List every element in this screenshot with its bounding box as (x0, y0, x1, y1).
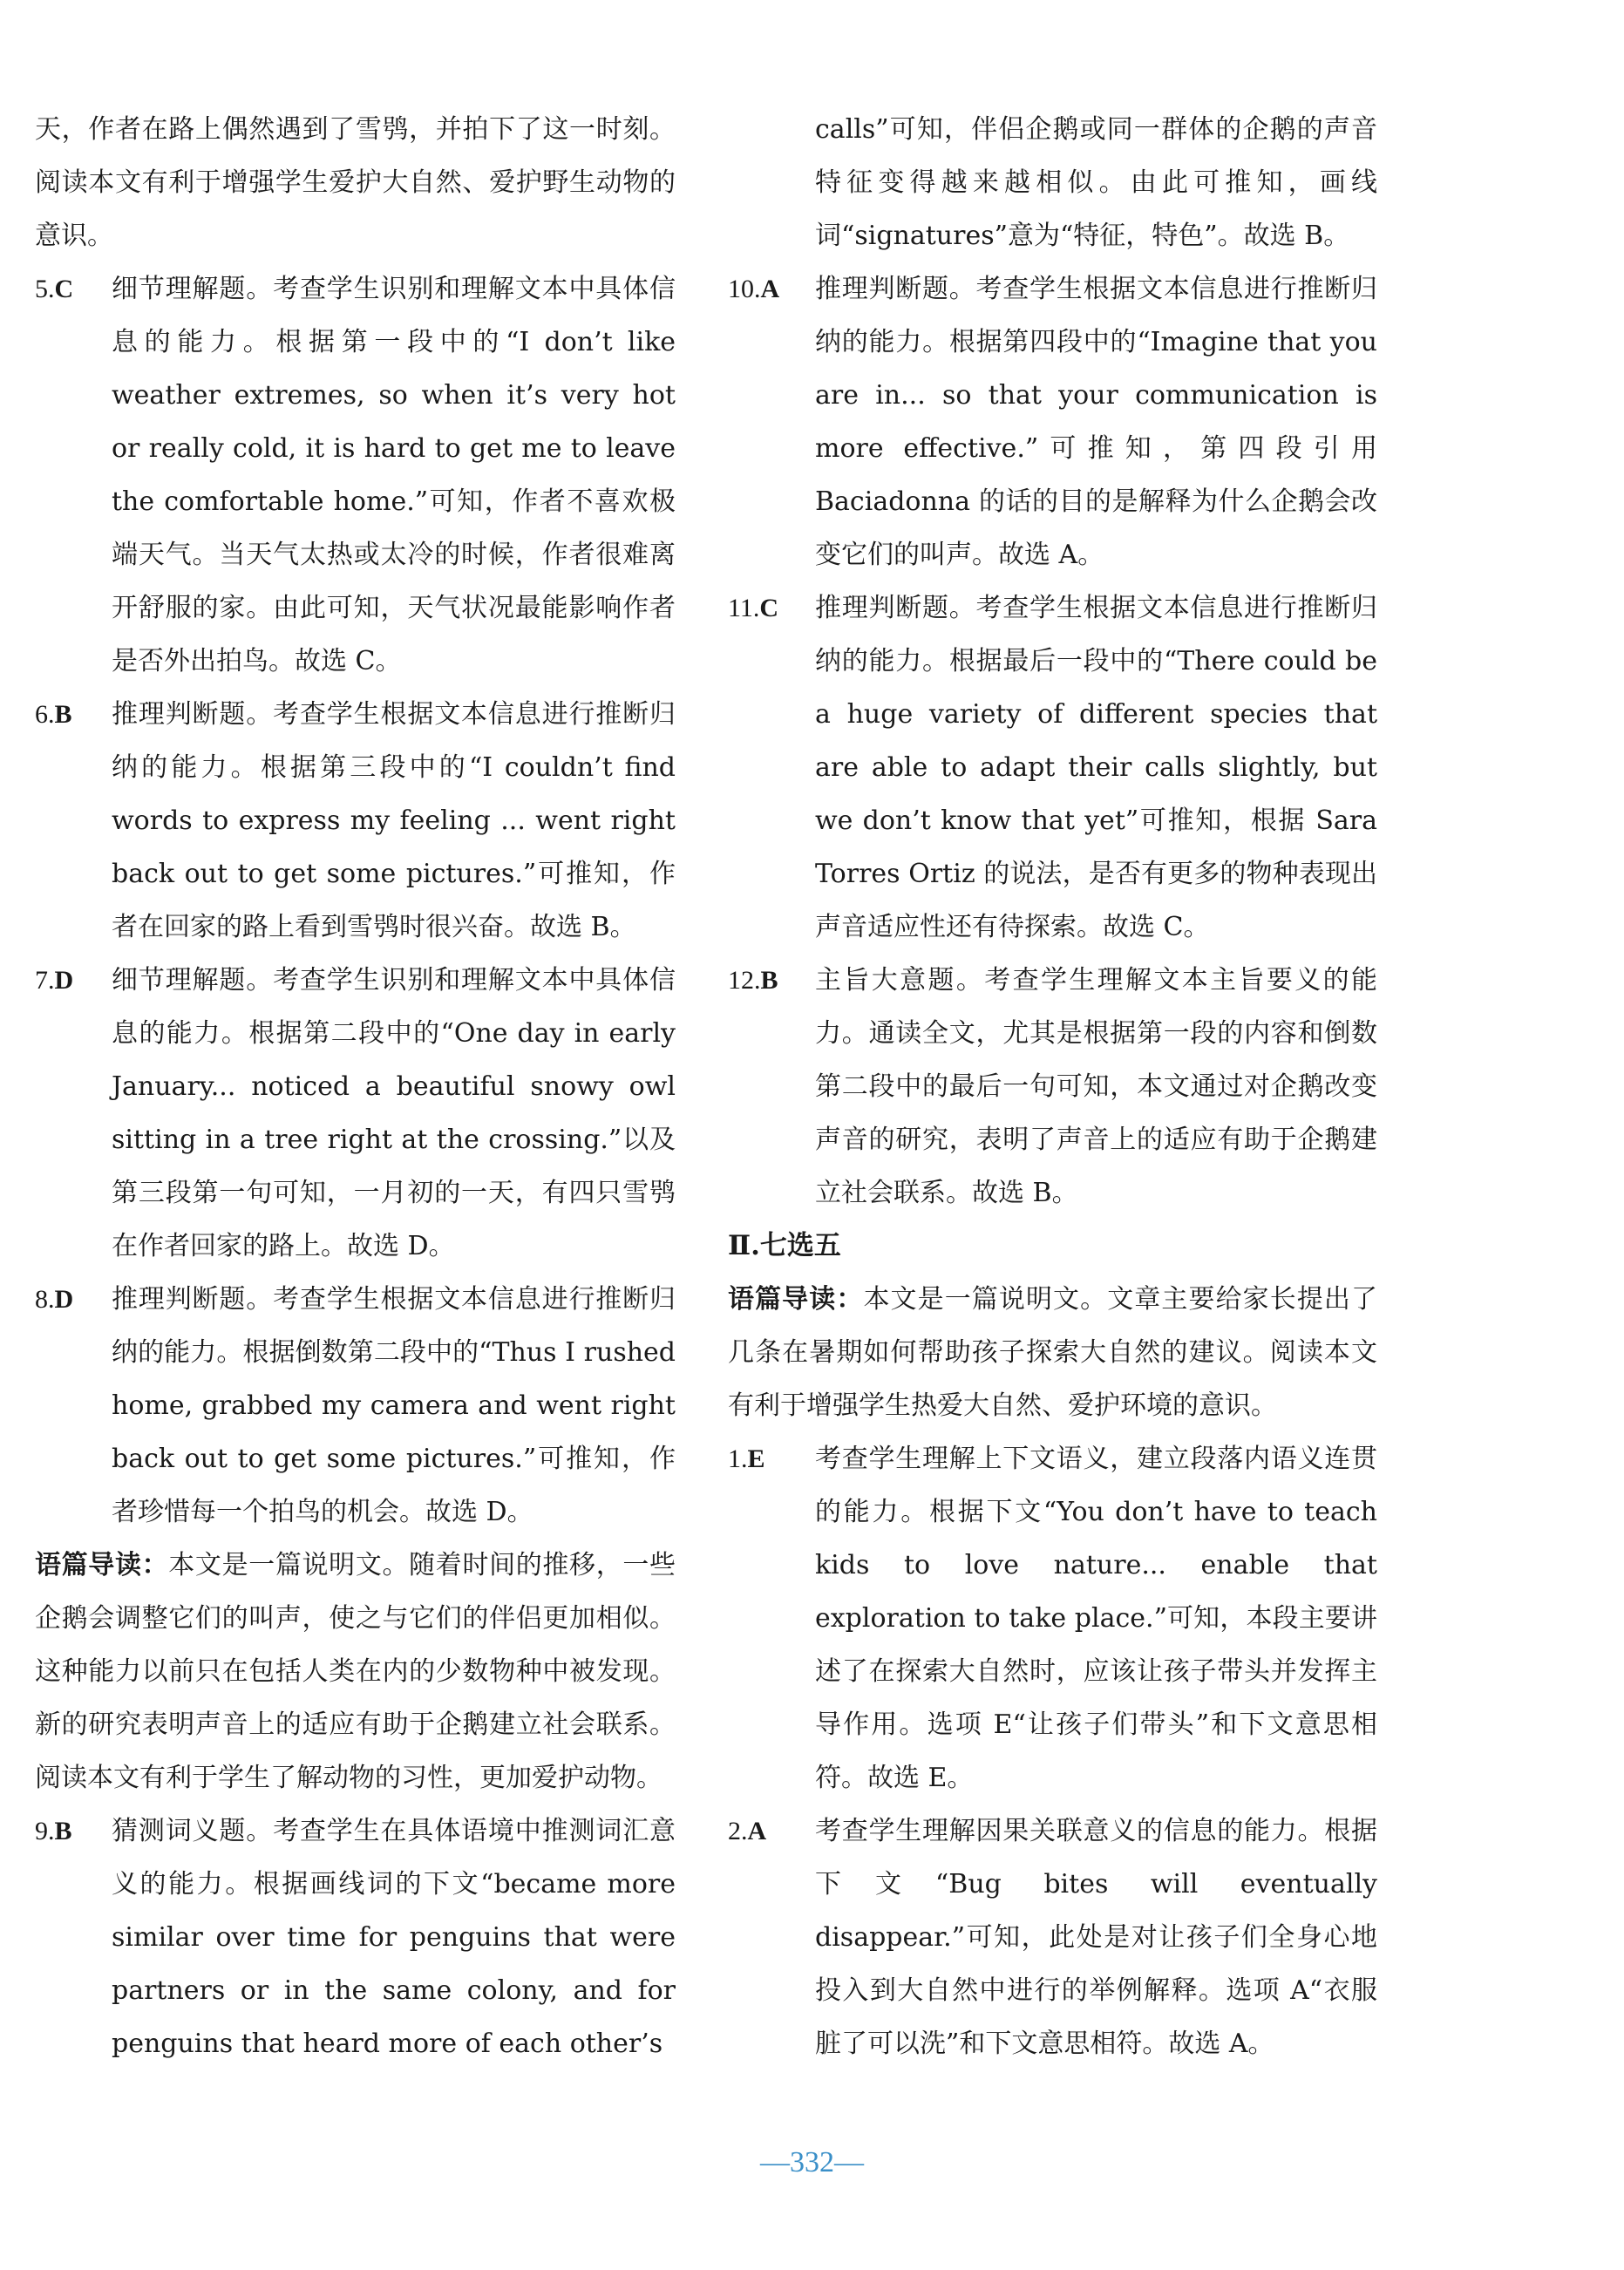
answer-letter: D (54, 966, 74, 995)
item-explanation: 主旨大意题。考查学生理解文本主旨要义的能力。通读全文，尤其是根据第一段的内容和倒数第二段中的最后一句可知，本文通过对企鹅改变声音的研究，表明了声音上的适应有助于企鹅建立社会联系。故选 B。 (815, 965, 1377, 1208)
guide-text: 本文是一篇说明文。随着时间的推移，一些企鹅会调整它们的叫声，使之与它们的伴侣更加相似。这种能力以前只在包括人类在内的少数物种中被发现。新的研究表明声音上的适应有助于企鹅建立社会联系。阅读本文有利于学生了解动物的习性，更加爱护动物。 (35, 1550, 676, 1793)
answer-item-6 (35, 688, 676, 954)
answer-letter: B (54, 1817, 72, 1845)
answer-letter: A (747, 1817, 767, 1845)
answer-letter: C (54, 275, 74, 303)
item-number: 9. (35, 1817, 55, 1845)
item-explanation: 细节理解题。考查学生识别和理解文本中具体信息的能力。根据第二段中的“One day in early January... noticed a beautiful snowy owl sitting in a tree right at the crossing.”以及第三段第一句可知，一月初的一天，有四只雪鸮在作者回家的路上。故选 D。 (112, 965, 676, 1261)
answer-item-8 (35, 1273, 676, 1539)
page-number: —332— (760, 2146, 864, 2178)
answer-item-1 (728, 1432, 1377, 1804)
answer-item-12 (728, 954, 1377, 1220)
item-number: 6. (35, 700, 55, 729)
item-number: 8. (35, 1285, 55, 1314)
section-heading: Ⅱ.七选五 (728, 1230, 841, 1261)
answer-item-2 (728, 1804, 1377, 2070)
item-number: 12. (728, 966, 761, 995)
item-explanation: 考查学生理解上下文语义，建立段落内语义连贯的能力。根据下文“You don’t have to teach kids to love nature... enable that exploration to take place.”可知，本段主要讲述了在探索大自然时，应该让孩子带头并发挥主导作用。选项 E“让孩子们带头”和下文意思相符。故选 E。 (815, 1444, 1377, 1793)
answer-letter: A (760, 275, 780, 303)
answer-letter: E (747, 1444, 765, 1473)
guide-text: 本文是一篇说明文。文章主要给家长提出了几条在暑期如何帮助孩子探索大自然的建议。阅读本文有利于增强学生热爱大自然、爱护环境的意识。 (728, 1284, 1378, 1421)
item-number: 7. (35, 966, 55, 995)
item-number: 5. (35, 275, 55, 303)
guide-label: 语篇导读： (728, 1284, 864, 1315)
guide-label: 语篇导读： (35, 1550, 169, 1580)
passage-guide (35, 1539, 676, 1804)
intro-continuation: 天，作者在路上偶然遇到了雪鸮，并拍下了这一时刻。阅读本文有利于增强学生爱护大自然、爱护野生动物的意识。 (35, 114, 676, 251)
answer-letter: D (54, 1285, 74, 1314)
right-column (728, 103, 1377, 2070)
item-explanation: calls”可知，伴侣企鹅或同一群体的企鹅的声音特征变得越来越相似。由此可推知，画线词“signatures”意为“特征，特色”。故选 B。 (815, 114, 1377, 251)
answer-letter: C (759, 594, 779, 622)
item-explanation: 推理判断题。考查学生根据文本信息进行推断归纳的能力。根据第四段中的“Imagine that you are in... so that your communication is more effective.”可推知，第四段引用 Baciadonna 的话的目的是解释为什么企鹅会改变它们的叫声。故选 A。 (815, 274, 1377, 570)
answer-item-7 (35, 954, 676, 1273)
item-number: 11. (728, 594, 760, 622)
answer-item-9 (35, 1804, 676, 2070)
answer-letter: B (760, 966, 778, 995)
item-number: 1. (728, 1444, 748, 1473)
passage-guide (728, 1273, 1377, 1432)
answer-item-10 (728, 262, 1377, 581)
answer-item-5 (35, 262, 676, 688)
item-explanation: 考查学生理解因果关联意义的信息的能力。根据下文“Bug bites will eventually disappear.”可知，此处是对让孩子们全身心地投入到大自然中进行的举例解释。选项 A“衣服脏了可以洗”和下文意思相符。故选 A。 (815, 1816, 1377, 2059)
answer-item-9-continued (728, 103, 1377, 262)
item-number: 10. (728, 275, 761, 303)
item-explanation: 细节理解题。考查学生识别和理解文本中具体信息的能力。根据第一段中的“I don’t like weather extremes, so when it’s very hot or really cold, it is hard to get me to leave the comfortable home.”可知，作者不喜欢极端天气。当天气太热或太冷的时候，作者很难离开舒服的家。由此可知，天气状况最能影响作者是否外出拍鸟。故选 C。 (112, 274, 676, 676)
answer-letter: B (54, 700, 72, 729)
item-explanation: 推理判断题。考查学生根据文本信息进行推断归纳的能力。根据第三段中的“I couldn’t find words to express my feeling ... went right back out to get some pictures.”可推知，作者在回家的路上看到雪鸮时很兴奋。故选 B。 (112, 699, 676, 942)
item-explanation: 猜测词义题。考查学生在具体语境中推测词汇意义的能力。根据画线词的下文“became more similar over time for penguins that were partners or in the same colony, and for penguins that heard more of each other’s (112, 1816, 676, 2059)
item-explanation: 推理判断题。考查学生根据文本信息进行推断归纳的能力。根据最后一段中的“There could be a huge variety of different species that are able to adapt their calls slightly, but we don’t know that yet”可推知，根据 Sara Torres Ortiz 的说法，是否有更多的物种表现出声音适应性还有待探索。故选 C。 (815, 593, 1377, 942)
answer-item-11 (728, 581, 1377, 954)
item-number: 2. (728, 1817, 748, 1845)
item-explanation: 推理判断题。考查学生根据文本信息进行推断归纳的能力。根据倒数第二段中的“Thus I rushed home, grabbed my camera and went right back out to get some pictures.”可推知，作者珍惜每一个拍鸟的机会。故选 D。 (112, 1284, 676, 1527)
left-column (35, 103, 676, 2070)
